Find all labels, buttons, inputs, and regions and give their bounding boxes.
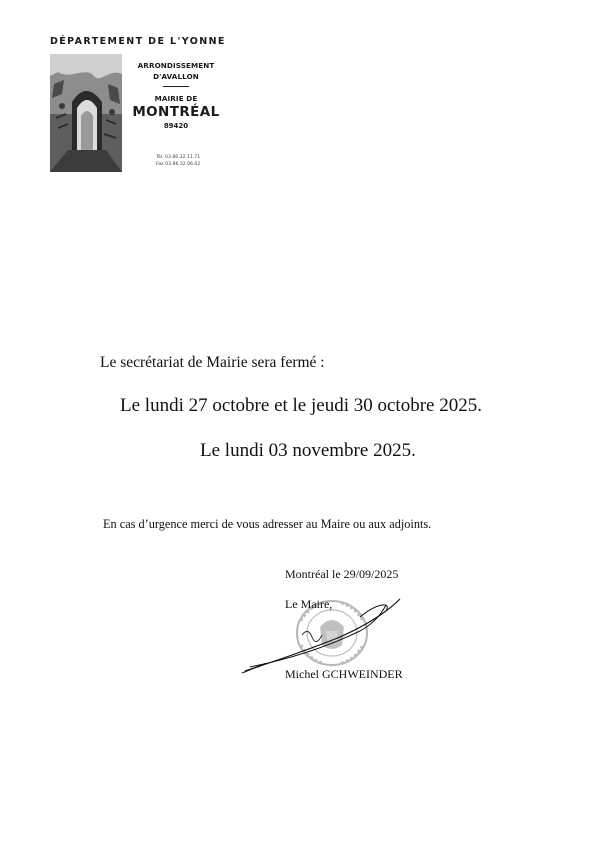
- town-gate-photo-icon: [50, 54, 122, 172]
- divider: [163, 86, 189, 87]
- tel-number: Tél. 03.86.32.11.71: [156, 155, 201, 160]
- contact-block: [156, 154, 200, 168]
- mairie-info-block: [130, 60, 222, 130]
- mairie-de-label: MAIRIE DE: [154, 94, 198, 103]
- postcode: 89420: [163, 122, 189, 130]
- handwritten-signature-icon: [240, 595, 410, 675]
- arrondissement-line2: D'AVALLON: [153, 72, 199, 81]
- signature-role: Le Maire,: [285, 597, 333, 611]
- fax-number: Fax 03.86.32.06.02: [156, 162, 201, 167]
- department-title: DÉPARTEMENT DE L'YONNE: [50, 36, 226, 47]
- closure-dates-line1: Le lundi 27 octobre et le jeudi 30 octobre 2025.: [120, 395, 482, 416]
- arrondissement-line1: ARRONDISSEMENT: [137, 61, 215, 70]
- signatory-name: Michel GCHWEINDER: [285, 667, 403, 681]
- closure-dates-line2: Le lundi 03 novembre 2025.: [200, 440, 416, 461]
- town-name: MONTRÉAL: [132, 104, 220, 120]
- emergency-notice: En cas d’urgence merci de vous adresser au Maire ou aux adjoints.: [103, 517, 432, 531]
- notice-intro: Le secrétariat de Mairie sera fermé :: [100, 354, 325, 371]
- signature-place-date: Montréal le 29/09/2025: [285, 567, 399, 581]
